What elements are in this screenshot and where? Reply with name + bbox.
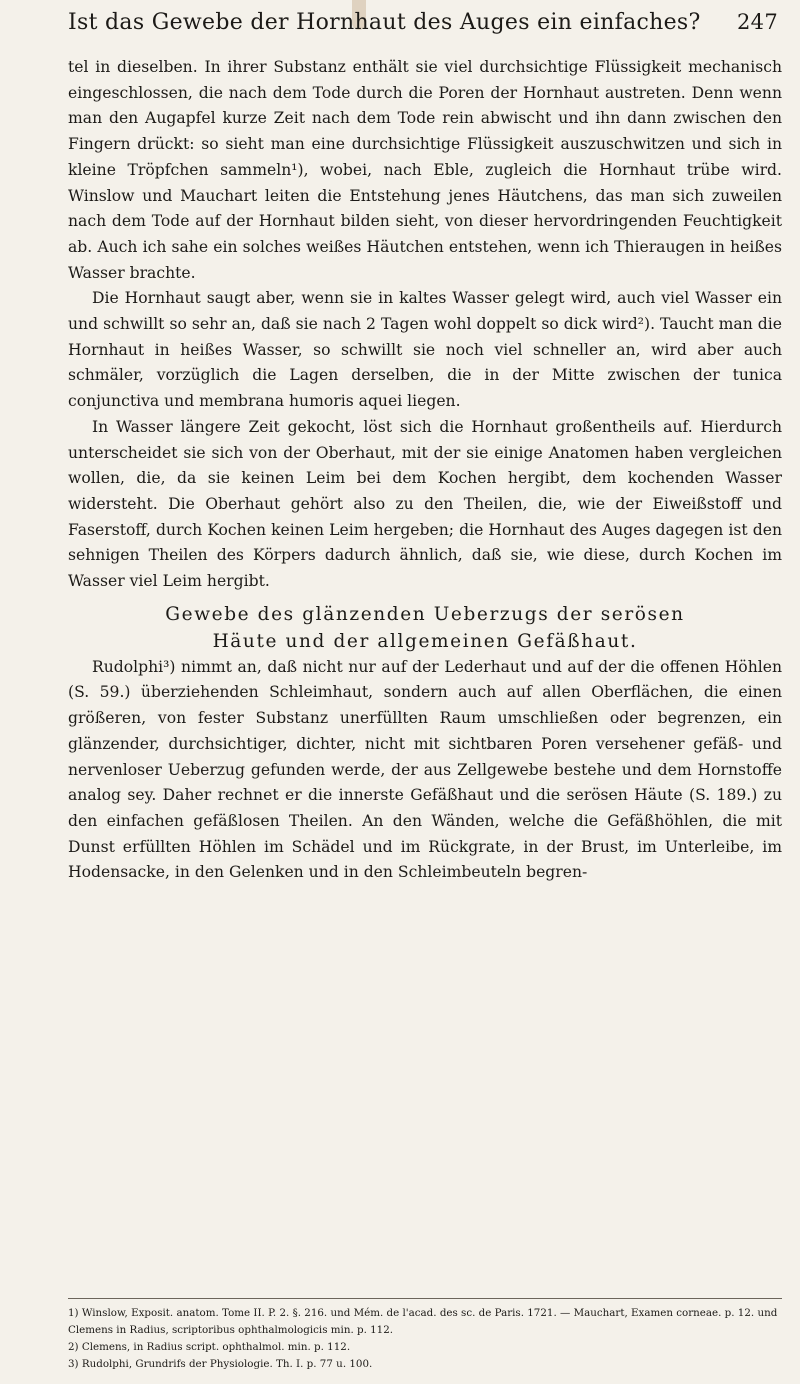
running-title: Ist das Gewebe der Hornhaut des Auges ein einfaches? bbox=[68, 10, 701, 35]
footnote-2: 2) Clemens, in Radius script. ophthalmol. min. p. 112. bbox=[68, 1341, 351, 1353]
running-header bbox=[68, 10, 778, 35]
section-heading-line-2: Häute und der allgemeinen Gefäßhaut. bbox=[212, 630, 638, 652]
paragraph-2: Die Hornhaut saugt aber, wenn sie in kaltes Wasser gelegt wird, auch viel Wasser ein und schwillt so sehr an, daß sie nach 2 Tagen wohl doppelt so dick wird²). Taucht man die Hornhaut in heißes Wasser, so schwillt sie noch viel schneller an, wird aber auch schmäler, vorzüglich die Lagen derselben, die in der Mitte zwischen der tunica conjunctiva und membrana humoris aquei liegen. bbox=[68, 289, 782, 411]
footnotes bbox=[68, 1305, 782, 1373]
page-number: 247 bbox=[737, 10, 778, 34]
footnote-3: 3) Rudolphi, Grundrifs der Physiologie. Th. I. p. 77 u. 100. bbox=[68, 1358, 373, 1370]
footnote-1: 1) Winslow, Exposit. anatom. Tome II. P. 2. §. 216. und Mém. de l'acad. des sc. de Paris. 1721. — Mauchart, Examen corneae. p. 12. und Clemens in Radius, scriptoribus ophthalmologicis min. p. 112. bbox=[68, 1307, 778, 1336]
body-text bbox=[68, 55, 782, 886]
paragraph-1: tel in dieselben. In ihrer Substanz enthält sie viel durchsichtige Flüssigkeit mechanisch eingeschlossen, die nach dem Tode durch die Poren der Hornhaut austreten. Denn wenn man den Augapfel kurze Zeit nach dem Tode rein abwischt und ihn dann zwischen den Fingern drückt: so sieht man eine durchsichtige Flüssigkeit auszuschwitzen und sich in kleine Tröpfchen sammeln¹), wobei, nach Eble, zugleich die Hornhaut trübe wird. Winslow und Mauchart leiten die Entstehung jenes Häutchens, das man sich zuweilen nach dem Tode auf der Hornhaut bilden sieht, von dieser hervordringenden Feuchtigkeit ab. Auch ich sahe ein solches weißes Häutchen entstehen, wenn ich Thieraugen in heißes Wasser brachte. bbox=[68, 58, 782, 282]
section-heading-line-1: Gewebe des glänzenden Ueberzugs der serösen bbox=[165, 603, 685, 625]
paragraph-3: In Wasser längere Zeit gekocht, löst sich die Hornhaut großentheils auf. Hierdurch unterscheidet sie sich von der Oberhaut, mit der sie einige Anatomen haben vergleichen wollen, die, da sie keinen Leim bei dem Kochen hergibt, dem kochenden Wasser widersteht. Die Oberhaut gehört also zu den Theilen, die, wie der Eiweißstoff und Faserstoff, durch Kochen keinen Leim hergeben; die Hornhaut des Auges dagegen ist den sehnigen Theilen des Körpers dadurch ähnlich, daß sie, wie diese, durch Kochen im Wasser viel Leim hergibt. bbox=[68, 417, 782, 591]
paragraph-4: Rudolphi³) nimmt an, daß nicht nur auf der Lederhaut und auf der die offenen Höhlen (S. 59.) überziehenden Schleimhaut, sondern auch auf allen Oberflächen, die einen größeren, von fester Substanz unerfüllten Raum umschließen oder begrenzen, ein glänzender, durchsichtiger, dichter, nicht mit sichtbaren Poren versehener gefäß- und nervenloser Ueberzug gefunden werde, der aus Zellgewebe bestehe und dem Hornstoffe analog sey. Daher rechnet er die innerste Gefäßhaut und die serösen Häute (S. 189.) zu den einfachen gefäßlosen Theilen. An den Wänden, welche die Gefäßhöhlen, die mit Dunst erfüllten Höhlen im Schädel und im Rückgrate, in der Brust, im Unterleibe, im Hodensacke, in den Gelenken und in den Schleimbeuteln begren- bbox=[68, 657, 782, 882]
footnote-divider bbox=[68, 1298, 782, 1299]
section-heading bbox=[68, 601, 782, 655]
